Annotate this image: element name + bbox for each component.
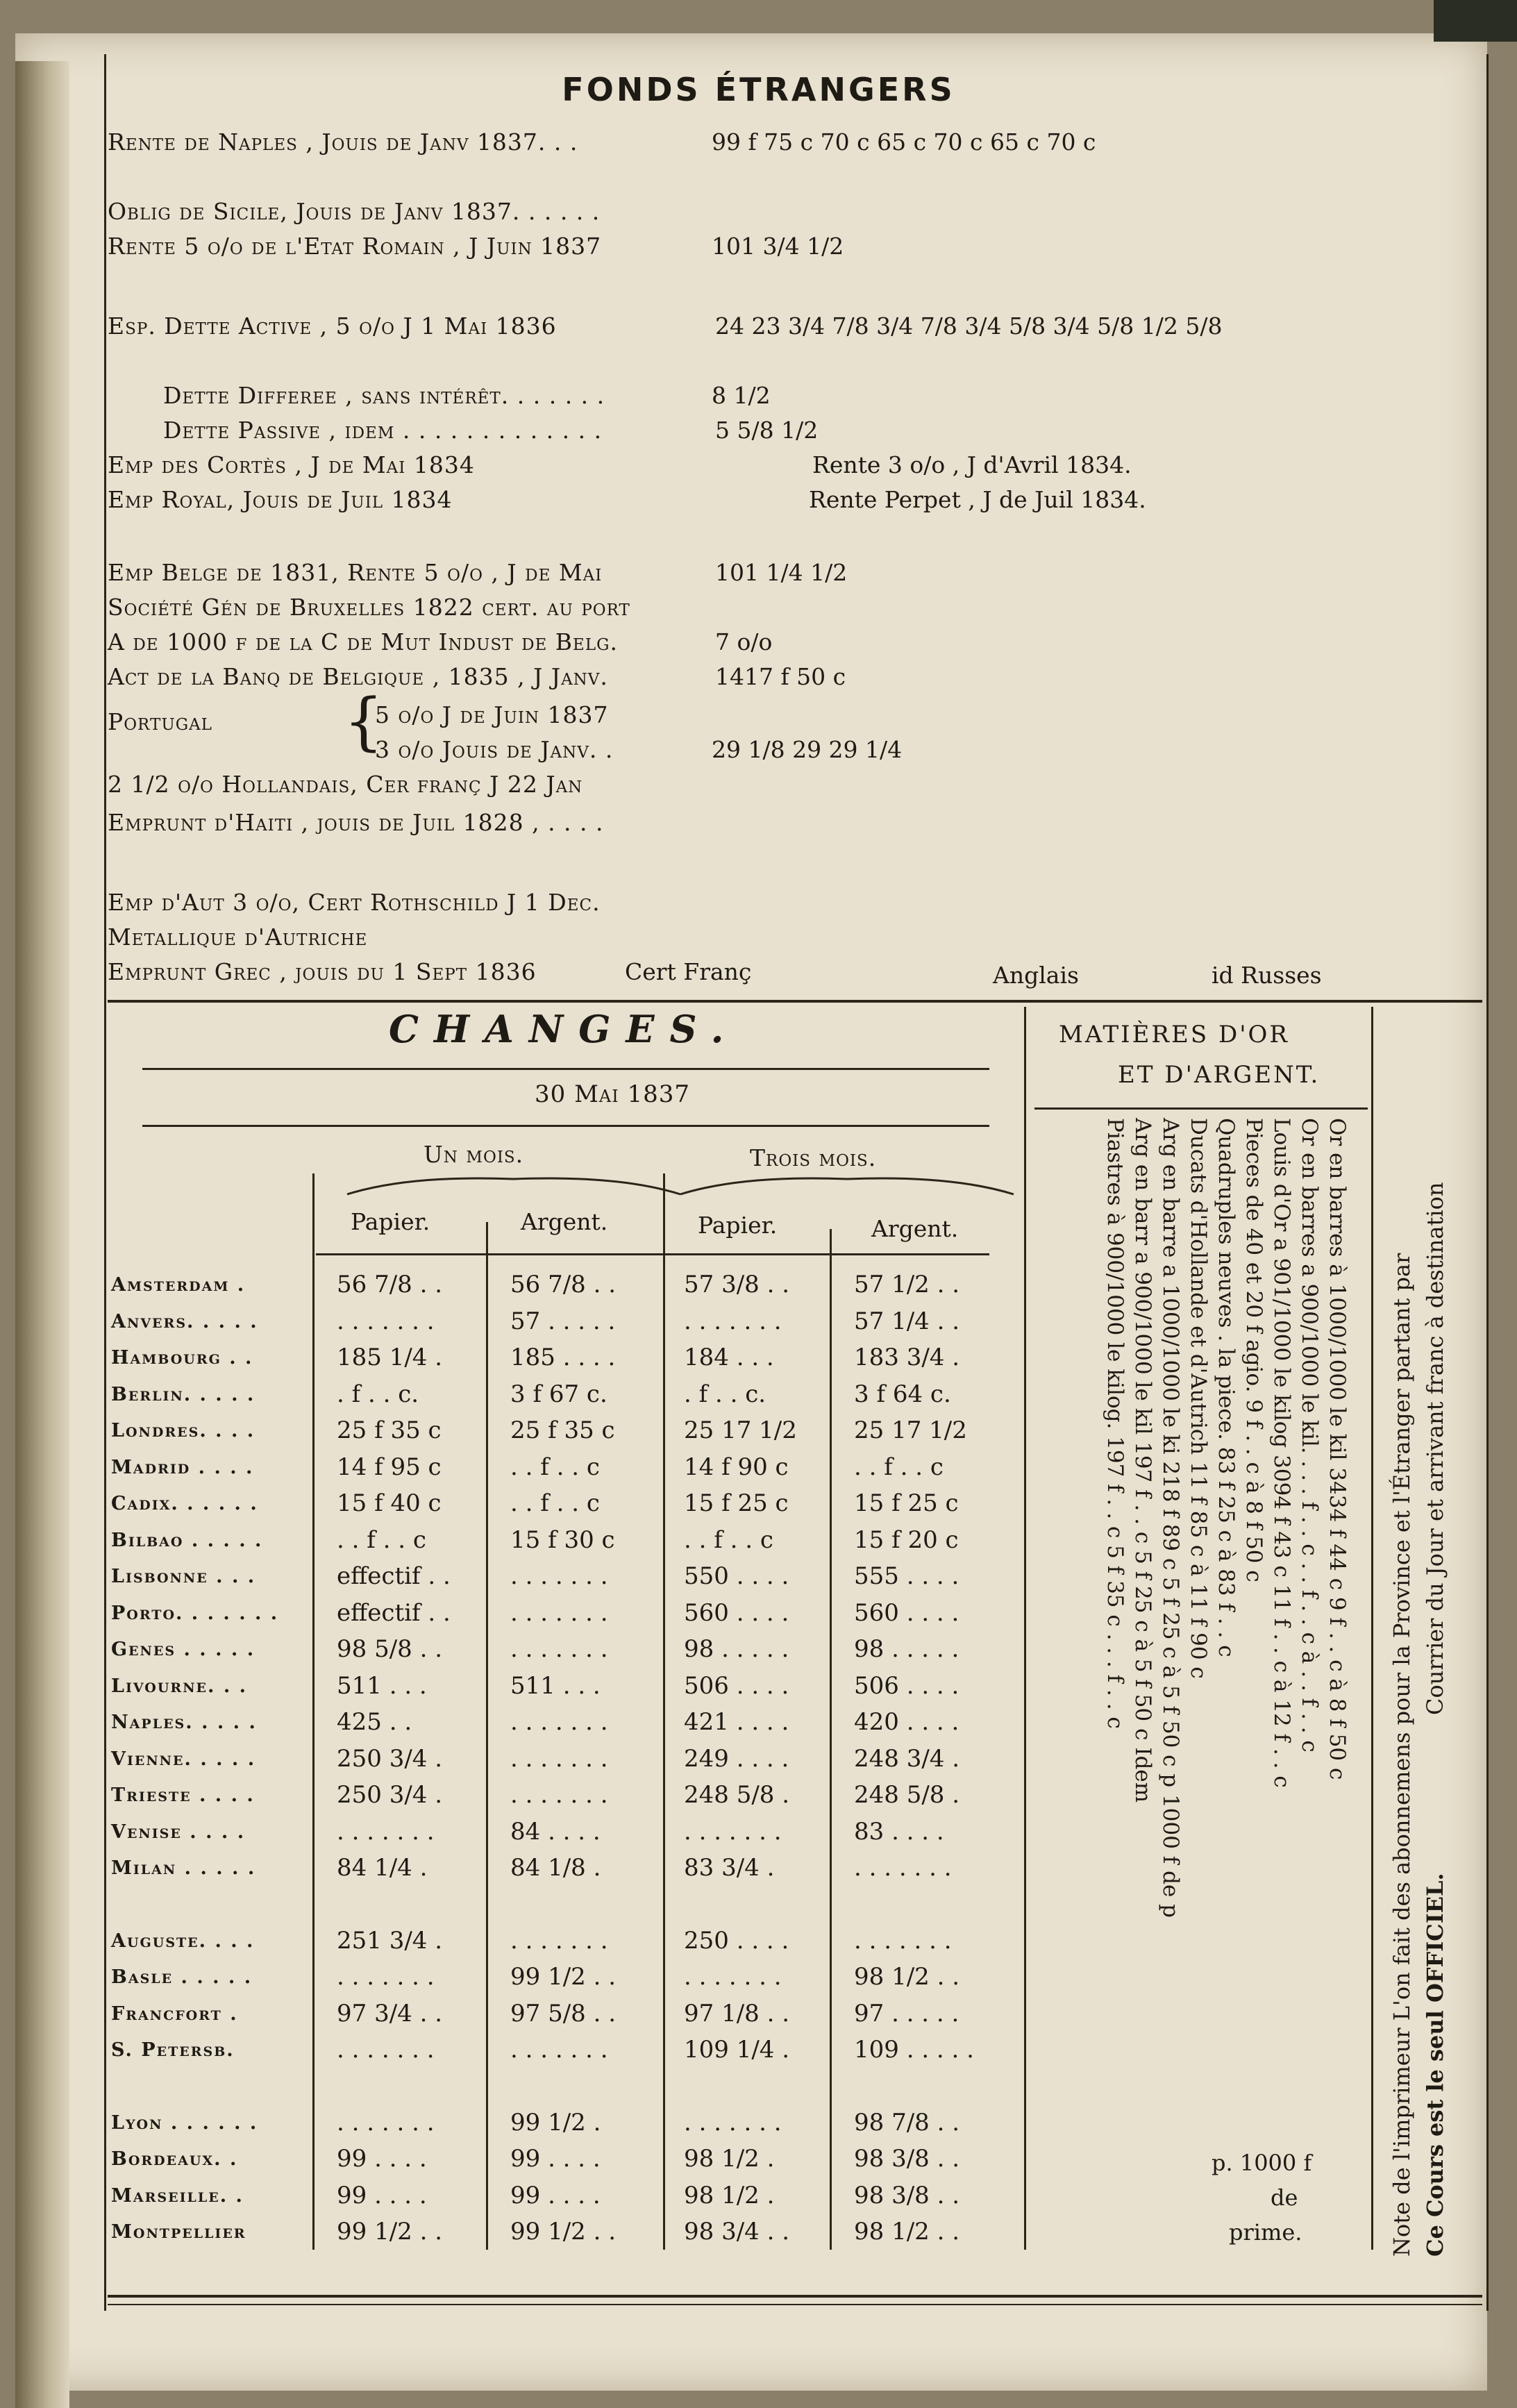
fonds-row-label: Dette Differee , sans intérêt. . . . . . . <box>163 382 605 409</box>
changes-city: Bilbao . . . . . <box>111 1529 263 1551</box>
changes-city: Porto. . . . . . . <box>111 1602 279 1624</box>
changes-city: Londres. . . . <box>111 1420 255 1441</box>
changes-value: 98 . . . . . <box>854 1635 959 1663</box>
changes-city: Vienne. . . . . <box>111 1748 256 1770</box>
changes-value: 550 . . . . <box>684 1562 789 1590</box>
fonds-row-value: 8 1/2 <box>712 382 771 409</box>
changes-value: 99 . . . . <box>337 2181 427 2209</box>
fonds-row-label: Emp des Cortès , J de Mai 1834 <box>108 451 475 478</box>
changes-value: 83 3/4 . <box>684 1854 775 1882</box>
changes-value: 97 3/4 . . <box>337 1999 443 2027</box>
changes-value: 99 . . . . <box>510 2181 601 2209</box>
changes-value: 57 1/2 . . <box>854 1271 960 1298</box>
divider <box>1034 1107 1368 1110</box>
changes-value: 184 . . . <box>684 1344 774 1371</box>
changes-value: 99 . . . . <box>337 2145 427 2173</box>
changes-value: . . f . . c <box>684 1525 773 1554</box>
changes-value: 99 1/2 . . <box>510 1963 617 1991</box>
matieres-line: Or en barres à 1000/1000 le kil 3434 f 44 c 9 f . . c à 8 f 50 c <box>1325 1118 1350 1780</box>
changes-value: 109 . . . . . <box>854 2036 974 2064</box>
fonds-row-label: Oblig de Sicile, Jouis de Janv 1837. . . . . . <box>108 198 601 225</box>
divider <box>142 1125 989 1127</box>
changes-value: . . f . . c <box>854 1453 944 1481</box>
prime-line-2: de <box>1271 2184 1298 2211</box>
changes-value: 3 f 64 c. <box>854 1380 951 1408</box>
changes-value: 56 7/8 . . <box>337 1271 443 1298</box>
changes-city: Basle . . . . . <box>111 1966 253 1988</box>
changes-value: 25 f 35 c <box>510 1416 615 1444</box>
group-un-mois: Un mois. <box>424 1141 524 1168</box>
changes-value: 83 . . . . <box>854 1817 944 1846</box>
changes-value: 250 3/4 . <box>337 1781 443 1809</box>
changes-city: Hambourg . . <box>111 1347 253 1369</box>
changes-title: CHANGES. <box>389 1007 739 1051</box>
changes-city: Bordeaux. . <box>111 2148 238 2170</box>
fonds-russes: id Russes <box>1212 962 1322 989</box>
changes-value: . . . . . . . <box>510 1708 608 1736</box>
column-rule <box>1371 1007 1373 2250</box>
changes-value: . . . . . . . <box>684 2108 782 2137</box>
changes-value: 248 5/8 . <box>684 1781 790 1809</box>
changes-city: Lisbonne . . . <box>111 1566 256 1587</box>
changes-value: 183 3/4 . <box>854 1344 960 1371</box>
column-rule <box>486 1222 488 2250</box>
changes-date: 30 Mai 1837 <box>535 1080 691 1108</box>
changes-value: effectif . . <box>337 1562 451 1590</box>
group-swash <box>340 1173 1021 1201</box>
fonds-row-label: Emprunt d'Haiti , jouis de Juil 1828 , . . . . <box>108 809 604 836</box>
fonds-row-label: Emp Belge de 1831, Rente 5 o/o , J de Mai <box>108 559 603 586</box>
changes-value: 555 . . . . <box>854 1562 959 1590</box>
changes-value: 97 . . . . . <box>854 1999 959 2027</box>
fonds-row-label: Rente de Naples , Jouis de Janv 1837. . . <box>108 128 578 156</box>
note-line-1: Note de l'imprimeur L'on fait des abonnemens pour la Province et l'Étranger partant par <box>1389 1253 1415 2257</box>
fonds-row-value: 1417 f 50 c <box>715 663 846 690</box>
fonds-title: FONDS ÉTRANGERS <box>562 71 955 108</box>
changes-city: Naples. . . . . <box>111 1712 257 1733</box>
changes-city: Auguste. . . . <box>111 1930 255 1952</box>
header-argent-1: Argent. <box>521 1208 608 1235</box>
fonds-row-label: 3 o/o Jouis de Janv. . <box>375 736 614 763</box>
changes-value: . . . . . . . <box>510 2036 608 2064</box>
changes-value: . . . . . . . <box>337 2036 435 2064</box>
changes-city: Anvers. . . . . <box>111 1310 258 1332</box>
changes-value: 250 . . . . <box>684 1926 789 1955</box>
changes-value: 250 3/4 . <box>337 1744 443 1773</box>
divider <box>142 1068 989 1070</box>
divider <box>108 1000 1482 1003</box>
changes-value: 98 1/2 . . <box>854 2218 960 2246</box>
fonds-row-label: Metallique d'Autriche <box>108 923 368 951</box>
fonds-row-value: 99 f 75 c 70 c 65 c 70 c 65 c 70 c <box>712 128 1096 156</box>
changes-value: 15 f 25 c <box>684 1489 789 1517</box>
changes-value: . . . . . . . <box>510 1635 608 1663</box>
changes-value: 98 3/8 . . <box>854 2181 960 2209</box>
changes-value: . . . . . . . <box>510 1598 608 1627</box>
changes-value: 249 . . . . <box>684 1744 789 1773</box>
note-line-3: Courrier du Jour et arrivant franc à destination <box>1422 1182 1448 1715</box>
fonds-row-value: Rente Perpet , J de Juil 1834. <box>809 486 1146 513</box>
divider <box>108 2304 1482 2305</box>
changes-value: . . . . . . . <box>510 1926 608 1955</box>
divider <box>108 2295 1482 2298</box>
changes-city: Venise . . . . <box>111 1821 246 1843</box>
changes-value: 248 5/8 . <box>854 1781 960 1809</box>
changes-city: Genes . . . . . <box>111 1639 255 1660</box>
changes-value: 560 . . . . <box>684 1598 789 1627</box>
group-trois-mois: Trois mois. <box>750 1144 877 1171</box>
changes-value: 99 1/2 . . <box>510 2218 617 2246</box>
changes-value: 25 17 1/2 <box>684 1416 797 1444</box>
changes-value: 99 1/2 . . <box>337 2218 443 2246</box>
divider <box>316 1253 989 1255</box>
fonds-row-label: Emp d'Aut 3 o/o, Cert Rothschild J 1 Dec. <box>108 889 601 916</box>
changes-value: 98 1/2 . . <box>854 1963 960 1991</box>
changes-value: 98 3/8 . . <box>854 2145 960 2173</box>
changes-value: 15 f 25 c <box>854 1489 959 1517</box>
changes-value: 14 f 95 c <box>337 1453 442 1481</box>
changes-value: . . . . . . . <box>337 1307 435 1335</box>
fonds-anglais: Anglais <box>993 962 1079 989</box>
fonds-row-label: Dette Passive , idem . . . . . . . . . . . . . <box>163 417 603 444</box>
prime-line-1: p. 1000 f <box>1212 2150 1312 2176</box>
fonds-row-label: 2 1/2 o/o Hollandais, Cer franç J 22 Jan <box>108 771 583 798</box>
column-rule <box>1024 1007 1026 2250</box>
changes-value: 506 . . . . <box>684 1671 789 1700</box>
changes-value: 98 5/8 . . <box>337 1635 443 1663</box>
fonds-row-value: 29 1/8 29 29 1/4 <box>712 736 903 763</box>
changes-value: 57 3/8 . . <box>684 1271 790 1298</box>
matieres-title-2: ET D'ARGENT. <box>1118 1061 1321 1089</box>
changes-value: . . . . . . . <box>337 1817 435 1846</box>
changes-value: . . . . . . . <box>684 1817 782 1846</box>
changes-value: 185 1/4 . <box>337 1344 443 1371</box>
changes-city: Cadix. . . . . . <box>111 1493 258 1514</box>
changes-value: 425 . . <box>337 1708 412 1736</box>
changes-value: 57 1/4 . . <box>854 1307 960 1335</box>
changes-value: 98 1/2 . <box>684 2145 775 2173</box>
book-spine <box>15 61 69 2408</box>
matieres-line: Arg en barr a 900/1000 le kil 197 f . . c 5 f 25 c à 5 f 50 c Idem <box>1130 1118 1155 1803</box>
binding-corner <box>1434 0 1517 42</box>
fonds-row-label: Rente 5 o/o de l'Etat Romain , J Juin 1837 <box>108 233 602 260</box>
changes-value: . . f . . c <box>510 1489 600 1517</box>
changes-city: Berlin. . . . . <box>111 1383 255 1405</box>
matieres-line: Piastres à 900/1000 le kilog. 197 f . . c 5 f 35 c . . . f . . c <box>1103 1118 1128 1729</box>
changes-value: . f . . c. <box>684 1380 766 1408</box>
fonds-row-label: Société Gén de Bruxelles 1822 cert. au port <box>108 594 630 621</box>
matieres-line: Arg en barre a 1000/1000 le ki 218 f 89 c 5 f 25 c à 5 f 50 c p 1000 f de p <box>1158 1118 1183 1918</box>
changes-value: . . . . . . . <box>510 1781 608 1809</box>
changes-value: 84 . . . . <box>510 1817 601 1846</box>
changes-value: 511 . . . <box>510 1671 601 1700</box>
changes-value: . . . . . . . <box>684 1307 782 1335</box>
changes-value: 57 . . . . . <box>510 1307 616 1335</box>
changes-value: 25 17 1/2 <box>854 1416 967 1444</box>
changes-value: . . . . . . . <box>854 1854 952 1882</box>
changes-value: 97 1/8 . . <box>684 1999 790 2027</box>
fonds-row-label: Act de la Banq de Belgique , 1835 , J Janv. <box>108 663 608 690</box>
matieres-title-1: MATIÈRES D'OR <box>1059 1021 1290 1048</box>
changes-value: 506 . . . . <box>854 1671 959 1700</box>
fonds-row-value: 101 1/4 1/2 <box>715 559 848 586</box>
fonds-row-value: 5 5/8 1/2 <box>715 417 819 444</box>
changes-value: 3 f 67 c. <box>510 1380 607 1408</box>
changes-value: 15 f 40 c <box>337 1489 442 1517</box>
changes-value: 97 5/8 . . <box>510 1999 617 2027</box>
fonds-row-value: 101 3/4 1/2 <box>712 233 844 260</box>
changes-value: 84 1/8 . <box>510 1854 601 1882</box>
matieres-line: Or en barres a 900/1000 le kil. . . . f . . c . . f . . c à . . f . . c <box>1297 1118 1322 1753</box>
column-rule <box>312 1173 315 2250</box>
changes-value: . . . . . . . <box>684 1963 782 1991</box>
fonds-row-label: A de 1000 f de la C de Mut Indust de Belg. <box>108 628 618 655</box>
changes-value: 560 . . . . <box>854 1598 959 1627</box>
changes-city: Francfort . <box>111 2003 238 2025</box>
portugal-brace: { <box>344 685 384 758</box>
changes-value: . . f . . c <box>337 1525 426 1554</box>
changes-city: Livourne. . . <box>111 1675 248 1697</box>
changes-value: . . . . . . . <box>510 1744 608 1773</box>
changes-value: 14 f 90 c <box>684 1453 789 1481</box>
changes-value: 98 7/8 . . <box>854 2108 960 2137</box>
changes-value: . f . . c. <box>337 1380 419 1408</box>
prime-line-3: prime. <box>1229 2219 1302 2246</box>
changes-value: . . . . . . . <box>337 1963 435 1991</box>
changes-value: 248 3/4 . <box>854 1744 960 1773</box>
changes-value: 185 . . . . <box>510 1344 616 1371</box>
fonds-row-label: 5 o/o J de Juin 1837 <box>375 701 609 728</box>
matieres-line: Ducats d'Hollande et d'Autrich 11 f 85 c à 11 f 90 c <box>1186 1118 1211 1679</box>
changes-value: 420 . . . . <box>854 1708 959 1736</box>
changes-city: Trieste . . . . <box>111 1784 255 1806</box>
changes-value: . . . . . . . <box>510 1562 608 1590</box>
changes-city: S. Petersb. <box>111 2039 235 2061</box>
changes-city: Milan . . . . . <box>111 1857 256 1879</box>
changes-value: 84 1/4 . <box>337 1854 428 1882</box>
changes-value: 98 3/4 . . <box>684 2218 790 2246</box>
fonds-row-label: Emp Royal, Jouis de Juil 1834 <box>108 486 453 513</box>
fonds-row-value: Rente 3 o/o , J d'Avril 1834. <box>812 451 1132 478</box>
fonds-row-value: Cert Franç <box>625 958 752 985</box>
header-papier-1: Papier. <box>351 1208 430 1235</box>
changes-city: Lyon . . . . . . <box>111 2112 258 2134</box>
changes-city: Marseille. . <box>111 2184 244 2207</box>
changes-value: 421 . . . . <box>684 1708 789 1736</box>
changes-value: 56 7/8 . . <box>510 1271 617 1298</box>
note-line-2: Ce Cours est le seul OFFICIEL. <box>1422 1873 1448 2257</box>
changes-value: 98 1/2 . <box>684 2181 775 2209</box>
matieres-line: Louis d'Or a 901/1000 le kilog 3094 f 43 c 11 f . . c à 12 f . . c <box>1269 1118 1294 1788</box>
changes-value: 251 3/4 . <box>337 1926 443 1955</box>
changes-city: Madrid . . . . <box>111 1456 254 1478</box>
column-rule <box>663 1173 665 2250</box>
changes-value: 99 1/2 . <box>510 2108 601 2137</box>
fonds-row-label: Emprunt Grec , jouis du 1 Sept 1836 <box>108 958 537 985</box>
matieres-line: Pieces de 40 et 20 f agio. 9 f . . c à 8 f 50 c <box>1241 1118 1266 1582</box>
changes-value: 511 . . . <box>337 1671 427 1700</box>
header-argent-2: Argent. <box>871 1215 959 1242</box>
fonds-row-value: 7 o/o <box>715 628 773 655</box>
changes-value: . . . . . . . <box>337 2108 435 2137</box>
fonds-row-label: Esp. Dette Active , 5 o/o J 1 Mai 1836 <box>108 312 557 340</box>
changes-value: 98 . . . . . <box>684 1635 789 1663</box>
changes-city: Montpellier <box>111 2221 246 2243</box>
changes-value: 109 1/4 . <box>684 2036 790 2064</box>
changes-value: 25 f 35 c <box>337 1416 442 1444</box>
matieres-line: Quadruples neuves . la piece. 83 f 25 c à 83 f . . c <box>1214 1118 1239 1657</box>
changes-city: Amsterdam . <box>111 1274 246 1296</box>
column-rule <box>830 1229 832 2250</box>
header-papier-2: Papier. <box>698 1212 778 1239</box>
changes-value: effectif . . <box>337 1598 451 1627</box>
changes-value: 15 f 30 c <box>510 1525 615 1554</box>
changes-value: 99 . . . . <box>510 2145 601 2173</box>
changes-value: . . f . . c <box>510 1453 600 1481</box>
fonds-row-label: Portugal <box>108 708 212 735</box>
changes-value: . . . . . . . <box>854 1926 952 1955</box>
fonds-row-value: 24 23 3/4 7/8 3/4 7/8 3/4 5/8 3/4 5/8 1/2 5/8 <box>715 312 1223 340</box>
changes-value: 15 f 20 c <box>854 1525 959 1554</box>
